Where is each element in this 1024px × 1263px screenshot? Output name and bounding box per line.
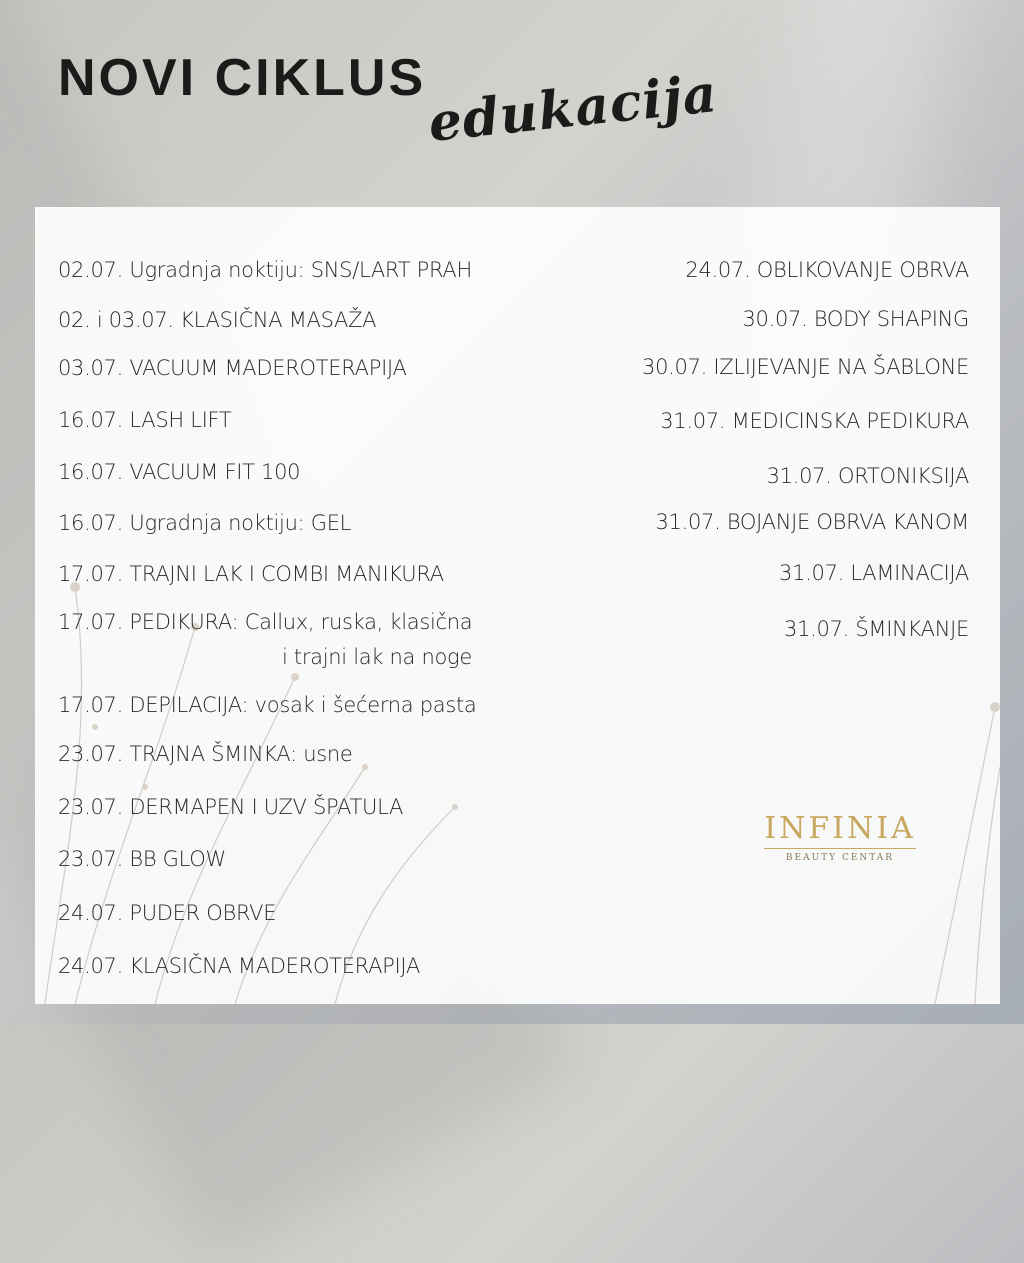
logo-divider xyxy=(764,848,916,849)
schedule-item: 30.07. BODY SHAPING xyxy=(742,307,969,331)
brand-logo xyxy=(760,812,920,863)
brand-name: INFINIA xyxy=(764,811,916,846)
schedule-item-continuation: i trajni lak na noge xyxy=(282,645,472,669)
schedule-item: 24.07. OBLIKOVANJE OBRVA xyxy=(685,258,969,282)
schedule-item: 23.07. BB GLOW xyxy=(58,847,226,871)
schedule-item: 31.07. ŠMINKANJE xyxy=(784,617,969,641)
schedule-item: 16.07. VACUUM FIT 100 xyxy=(58,460,301,484)
schedule-item: 31.07. BOJANJE OBRVA KANOM xyxy=(655,510,969,534)
schedule-item: 31.07. MEDICINSKA PEDIKURA xyxy=(660,409,969,433)
page-subtitle: edukacija xyxy=(425,63,721,154)
schedule-item: 02. i 03.07. KLASIČNA MASAŽA xyxy=(58,308,377,332)
schedule-item: 31.07. ORTONIKSIJA xyxy=(766,464,969,488)
brand-tagline: BEAUTY CENTAR xyxy=(785,853,895,863)
schedule-item: 02.07. Ugradnja noktiju: SNS/LART PRAH xyxy=(58,258,472,282)
schedule-item: 31.07. LAMINACIJA xyxy=(779,561,969,585)
schedule-item: 23.07. DERMAPEN I UZV ŠPATULA xyxy=(58,795,404,819)
schedule-item: 24.07. KLASIČNA MADEROTERAPIJA xyxy=(58,954,421,978)
schedule-item: 30.07. IZLIJEVANJE NA ŠABLONE xyxy=(642,355,969,379)
schedule-item: 24.07. PUDER OBRVE xyxy=(58,901,277,925)
schedule-item: 16.07. LASH LIFT xyxy=(58,408,232,432)
page-title: NOVI CIKLUS xyxy=(58,49,427,107)
schedule-panel xyxy=(35,207,1000,1004)
schedule-item: 23.07. TRAJNA ŠMINKA: usne xyxy=(58,742,353,766)
schedule-item: 17.07. DEPILACIJA: vosak i šećerna pasta xyxy=(58,693,477,717)
schedule-item: 16.07. Ugradnja noktiju: GEL xyxy=(58,511,352,535)
schedule-item: 17.07. PEDIKURA: Callux, ruska, klasična xyxy=(58,610,473,634)
schedule-item: 17.07. TRAJNI LAK I COMBI MANIKURA xyxy=(58,562,444,586)
schedule-item: 03.07. VACUUM MADEROTERAPIJA xyxy=(58,356,407,380)
